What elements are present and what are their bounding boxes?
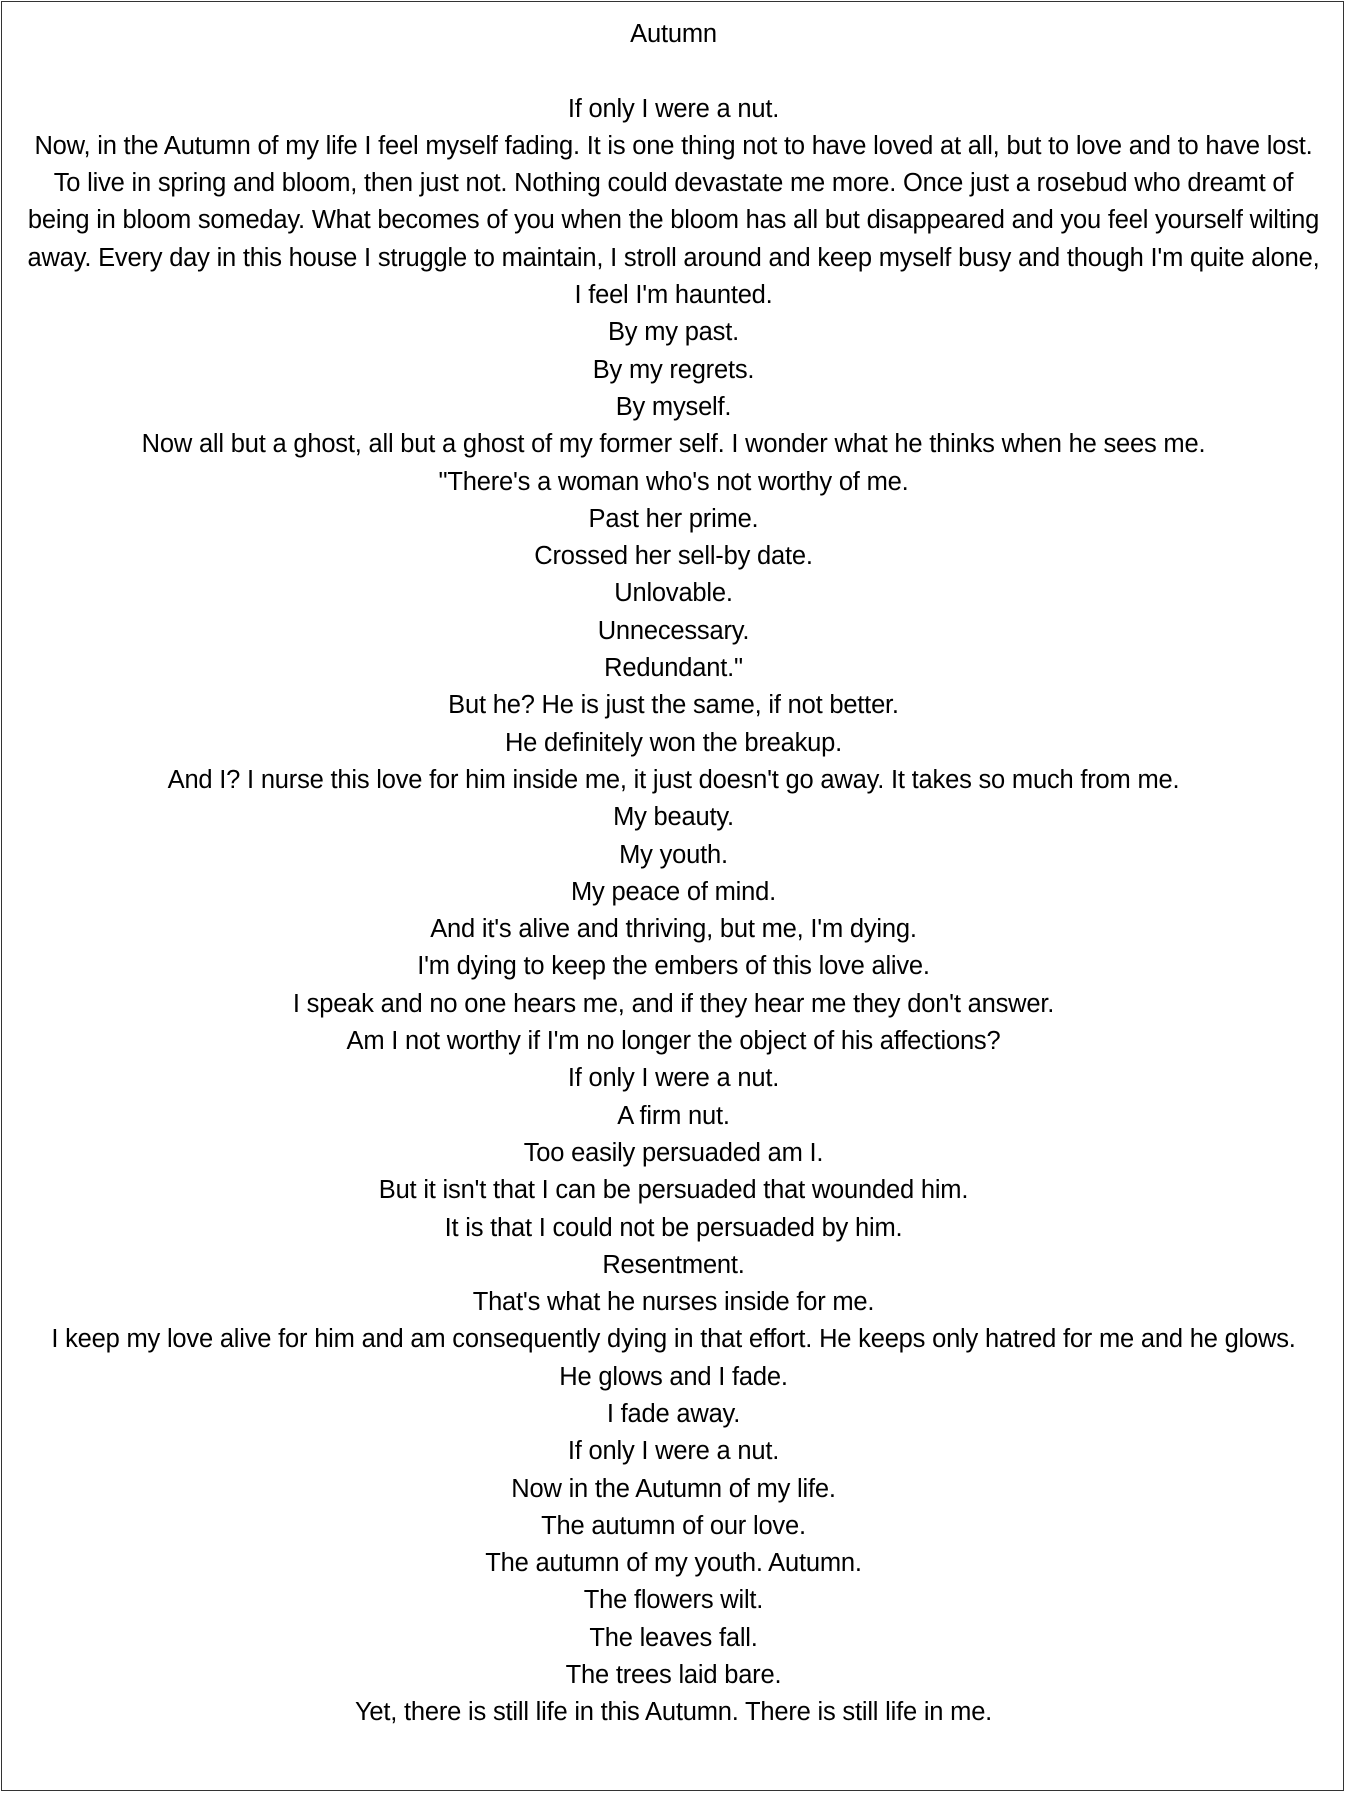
text-line: My youth. [619, 840, 728, 869]
title-spacer [22, 53, 1325, 90]
text-line: Crossed her sell-by date. [534, 542, 813, 571]
text-line: Past her prime. [588, 504, 759, 533]
text-line: And it's alive and thriving, but me, I'm dying. [430, 915, 917, 944]
text-line: And I? I nurse this love for him inside me, it just doesn't go away. It takes so much from me. [167, 765, 1180, 794]
text-line: Unlovable. [614, 579, 733, 608]
text-line: By my regrets. [592, 355, 755, 384]
document-title: Autumn [630, 20, 717, 48]
text-line: Yet, there is still life in this Autumn. There is still life in me. [354, 1698, 993, 1727]
text-line: I keep my love alive for him and am consequently dying in that effort. He keeps only hatred for me and he glows. [51, 1325, 1296, 1354]
text-line: By myself. [615, 392, 732, 421]
text-line: The leaves fall. [589, 1623, 758, 1652]
text-line: He definitely won the breakup. [504, 728, 843, 757]
text-line: My peace of mind. [571, 877, 776, 906]
text-line: The flowers wilt. [583, 1586, 764, 1615]
text-line: But he? He is just the same, if not better. [448, 691, 899, 720]
document-body [22, 16, 1325, 1732]
text-paragraph: Now, in the Autumn of my life I feel myself fading. It is one thing not to have loved at all, but to love and to have lost. To live in spring and bloom, then just not. Nothing could devastate me more. Once just a rosebud who dreamt of being in bloom someday. What becomes of you when the bloom has all but disappeared and you feel yourself wilting away. Every day in this house I struggle to maintain, I stroll around and keep myself busy and though I'm quite alone, I feel I'm haunted. [27, 131, 1320, 310]
text-line: But it isn't that I can be persuaded that wounded him. [378, 1176, 969, 1205]
text-line: It is that I could not be persuaded by him. [444, 1213, 903, 1242]
text-line: Now all but a ghost, all but a ghost of my former self. I wonder what he thinks when he sees me. [141, 430, 1206, 459]
text-line: My beauty. [613, 803, 734, 832]
text-line: A firm nut. [617, 1101, 730, 1130]
text-line: Am I not worthy if I'm no longer the object of his affections? [346, 1027, 1001, 1056]
text-line: If only I were a nut. [567, 94, 780, 123]
text-line: If only I were a nut. [567, 1064, 780, 1093]
text-line: By my past. [607, 318, 739, 347]
text-line: The autumn of our love. [541, 1511, 806, 1540]
text-line: I'm dying to keep the embers of this love alive. [417, 952, 930, 981]
text-line: If only I were a nut. [567, 1437, 780, 1466]
text-line: "There's a woman who's not worthy of me. [438, 467, 909, 496]
text-line: I speak and no one hears me, and if they hear me they don't answer. [292, 989, 1055, 1018]
text-line: The autumn of my youth. Autumn. [485, 1549, 862, 1578]
text-line: That's what he nurses inside for me. [472, 1288, 875, 1317]
text-line: He glows and I fade. [559, 1362, 788, 1391]
text-line: Unnecessary. [597, 616, 750, 645]
text-line: Now in the Autumn of my life. [511, 1474, 836, 1503]
text-line: Resentment. [602, 1250, 745, 1279]
text-line: Too easily persuaded am I. [523, 1138, 824, 1167]
text-line: The trees laid bare. [565, 1661, 782, 1690]
text-line: I fade away. [606, 1399, 741, 1428]
text-line: Redundant." [604, 654, 743, 683]
